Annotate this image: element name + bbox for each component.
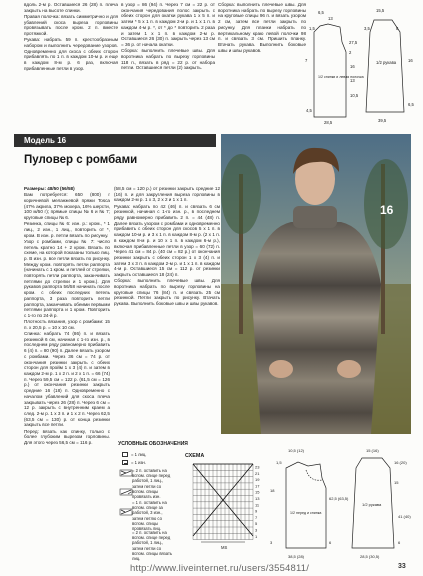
dim-label: 28,5	[324, 120, 333, 125]
dim-label: 4,5	[306, 108, 312, 113]
chart-row-number: 13	[255, 496, 260, 501]
chart-row-number: 21	[255, 470, 260, 476]
dim-label: 16 (20)	[394, 460, 407, 465]
paragraph: Рукава: набрать 59 п. крестообразным набором и выполнить чередование узоров. Одновременно для скоса с обеих сторон прибавлять по 1 п. в каждом 10-м р. и еще в каждом 8-м р. 6 раз, включая прибавленные петли в узор.	[24, 37, 118, 71]
paragraph: Рукава: набрать по 42 (46) п. и связать 6 см резинкой, начиная с 1-го изн. р., в последнем ряду равномерно прибавить 2 п. = 44 (48) п. Далее вязать узором с ромбами и одновременно прибавить с обеих сторон для скосов 5 x 1 п. в каждом 10-м р. и 3 x 1 п. в каждом 8-м р. (2 x 1 п. в каждом 8-м р. и 10 x 1 п. в каждом 6-м р.), включая прибавленные петли в узор = 60 (72) п. Через 41 см = 84 р. (40 см = 82 р.) от окончания резинки закрыть с обеих сторон 1 x 3 (4) п. и затем 3 x 3 п. в каждом 2-м р. и 1 x 1 п. в каждом 4-м р. Оставшиеся 15 см = 112 р. от резинки закрыть оставшиеся 18 (24) п.	[114, 203, 220, 278]
diagram-caption: 1/2 рукава	[362, 502, 382, 507]
paragraph: Узор с ромбами, спицы № 7: число петель кратно 14 + 2 кром. Вязать по схеме, на которой показаны только лиц. р. В изн. р. все петли вязать по рисунку. Между кром. повторять петли раппорта (начинать с 1 кром. и петлей от стрелки, повторять петли раппорта, заканчивать петлями до стрелки и 1 кром.). Для рукавов раппорта 56/58 начинать после кром. с обеих последних петель раппорта, 3 раза повторить петли раппорта, заканчивать обеими первыми петлями раппорта и 1 кром. Повторить с 1-го по 24-й р.	[24, 238, 111, 318]
cable-note-3: = 2 п. оставить на вспом. спице перед работой, 1 лиц., затем петли со вспом. спицы вязать лиц.	[132, 530, 173, 562]
bottom-column-1	[24, 186, 110, 446]
paragraph: Размеры: 48/50 (56/58)	[24, 186, 75, 191]
model-number-badge: 16	[380, 203, 394, 217]
paragraph: Сборка: выполнить плечевые швы. Для воротника набрать по вырезу горловины на круговые спицы 96 п. и вязать узором 2 см, затем все петли закрыть по рисунку. Для планки набрать по вертикальному краю левой полочки 98 п. и связать 3 см. Пришить планку. Втачать рукава. Выполнить боковые швы и швы рукавов.	[218, 2, 306, 53]
dim-label: 6,5	[408, 102, 414, 107]
schema-title: СХЕМА	[185, 453, 205, 459]
dim-label: 15 (16)	[366, 448, 379, 453]
chart-row-number: 19	[255, 477, 260, 483]
dim-label: 1,5	[276, 460, 282, 465]
source-url[interactable]: http://www.liveinternet.ru/users/3554811/	[130, 563, 310, 574]
dim-label: 6	[329, 540, 332, 545]
dim-label: 13	[328, 16, 333, 21]
dim-label: 13	[350, 78, 355, 83]
chart-row-number: 5	[255, 521, 258, 527]
chart-row-number: 3	[255, 527, 258, 533]
chart-row-number: 11	[255, 502, 260, 508]
dim-label: 2	[349, 50, 352, 55]
dim-label: 8	[396, 26, 399, 31]
paragraph: вдоль 2-м р. Оставшиеся 26 (28) п. плеча закрыть на высоте спинки.	[24, 2, 118, 13]
paragraph: Плотность вязания, узор с ромбами: 15 п. x 20,5 р. = 10 x 10 см.	[24, 319, 110, 330]
stitch-chart	[187, 460, 267, 552]
dim-label: 6,5	[318, 10, 324, 15]
dim-label: 16	[408, 58, 413, 63]
chart-row-number: 7	[255, 514, 258, 520]
dim-label: 38,5 (28)	[288, 554, 305, 559]
model-banner: Модель 16	[14, 134, 216, 147]
chart-row-number: 17	[255, 483, 260, 489]
rapport-label: MS	[221, 545, 228, 550]
top-column-3	[218, 2, 306, 54]
model-photo	[221, 134, 411, 434]
dim-label: 41 (40)	[398, 514, 411, 519]
page-number: 33	[398, 563, 406, 570]
dim-label: 7	[305, 58, 308, 63]
chart-row-number: 23	[255, 464, 260, 470]
diagram-caption: 1/2 спинки и левая полочка	[318, 75, 364, 79]
top-right-pattern-diagram	[304, 2, 422, 130]
chart-row-number: 1	[255, 533, 258, 539]
dim-label: 10,5 (12)	[288, 448, 305, 453]
dim-label: 3,5	[364, 26, 370, 31]
dim-label: 15	[394, 480, 399, 485]
dim-label: 3	[270, 540, 273, 545]
dim-label: 62,5 (63,5)	[329, 496, 349, 501]
paragraph: Резинка, спицы № 6: изн. р.: кром., * 1 лиц., 2 изн., 1 лиц., повторить от *, кром. В изн. р. петли вязать по рисунку.	[24, 221, 110, 238]
dim-label: 15,5	[376, 8, 385, 13]
purl-stitch-symbol	[122, 460, 128, 465]
dim-label: 18	[270, 488, 275, 493]
cable-note-1: = 2 п. оставить на вспом. спице перед работой, 1 лиц., затем петли со вспом. спицы провязать изн.	[132, 468, 171, 500]
paragraph: Спинка: набрать 74 (86) п. и вязать резинкой 6 см, начиная с 1-го изн. р., в последнем ряду равномерно прибавить 6 (4) п. = 80 (90) п. Далее вязать узором с ромбами. Через 36 см = 74 р. от окончания резинки закрыть с обеих сторон для пройм 1 х 3 (4) п. и затем в каждом 2-м р. 1 х 2 п. и 2 х 1 п. = 66 (74) п. Через 59,5 см = 122 р. (61,5 см = 126 р.) от окончания резинки закрыть средние 16 (18) п. Одновременно с началом убавлений для скоса плеча закрывать через 26 (28) п. Через 6 см = 12 р. закрыть с внутренним краем а след. 2-м р. 1 х 3 п. и 1 х 2 п. Через 62,5 (63,5 см = 130) р. от конца резинки закрыть все петли.	[24, 331, 110, 428]
page-title: Пуловер с ромбами	[24, 154, 138, 166]
dim-label: 10,5	[350, 93, 359, 98]
dim-label: 1,5	[309, 26, 315, 31]
diagram-caption: 1/2 рукава	[376, 60, 397, 65]
bottom-column-2	[114, 186, 220, 307]
legend-title: УСЛОВНЫЕ ОБОЗНАЧЕНИЯ	[118, 441, 188, 447]
top-column-1	[24, 2, 118, 72]
bottom-right-pattern-diagram	[268, 440, 420, 562]
top-column-2	[121, 2, 215, 71]
paragraph: в узор = 86 (94) п. Через 7 см = 22 р. от окончания чередования полос закрыть с обеих сторон для окатки рукава 1 х 5 п. и затем * 5 х 1 п. в каждом 2-м р. и 1 х 1 п. в каждом 4-м р. *, от * до * повторить 2 раза и затем 1 х 1 п. в каждом 2-м р. Оставшиеся 26 (30) п. закрыть через 13 см = 36 р. от начала окатки.	[121, 2, 215, 47]
dim-label: 28,5 (30,5)	[360, 554, 380, 559]
dim-label: 16	[350, 64, 355, 69]
paragraph: Сборка: выполнить плечевые швы. Для воротника набрать по вырезу горловины на круговые спицы 76 (84) п. и связать 25 см резинкой. Петли закрыть по рисунку. Втачать рукава. Выполнить боковые швы и швы рукавов.	[114, 278, 220, 307]
paragraph: Вам потребуется: 650 (800) г коричневой меланжевой пряжи Tosca (47% акрила, 37% мохера, 16% шерсти, 100 м/50 г); прямые спицы № 6 и № 7; круговые спицы № 6.	[24, 192, 110, 221]
paragraph: Правая полочка: вязать симметрично и для убавлений скоса выреза горловины провязывать после кром. 2 п. вместе протяжкой.	[24, 13, 118, 37]
knit-stitch-symbol	[122, 452, 128, 457]
chart-row-number: 15	[255, 489, 260, 495]
legend-purl: = 1 изн.	[131, 460, 146, 465]
cable-note-2: = 1 п. оставить на вспом. спице за работой, 3 изн., затем петлю со вспом. спицы провязать лиц.	[132, 500, 167, 532]
cable-symbols	[119, 469, 133, 523]
dim-label: 39,5	[378, 118, 387, 123]
diagram-caption: 1/2 перед и спинка	[290, 511, 322, 515]
legend-knit: = 1 лиц.	[131, 452, 147, 457]
dim-label: 27,5	[349, 40, 358, 45]
paragraph: (58,5 см = 120 р.) от резинки закрыть средние 12 (16) п. и для закругления выреза горловины в каждом 2-м р. 1 x 3, 2 x 2 и 1 x 1 п.	[114, 186, 220, 203]
dim-label: 6	[398, 540, 401, 545]
model-photo-illustration	[221, 134, 411, 434]
paragraph: Сборка: выполнить плечевые швы. Для воротника набрать по вырезу горловины 118 п., вязать в ряд = 22 р. от набора петли. Оставшиеся петли (2) закрыть.	[121, 48, 215, 71]
chart-row-number: 9	[255, 508, 258, 514]
paragraph: Перед: вязать как спинку, только с более глубоким вырезом горловины. Для этого через 56,5 см = 116 р.	[24, 428, 110, 445]
